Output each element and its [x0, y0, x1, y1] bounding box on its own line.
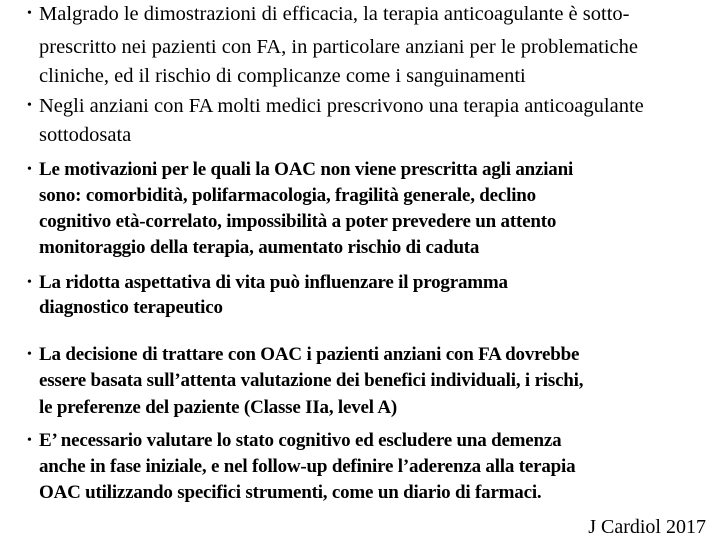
bullet-6-line-2: anche in fase iniziale, e nel follow-up definire l’aderenza alla terapia	[39, 456, 576, 477]
bullet-dot: •	[27, 275, 32, 290]
bullet-1-line-1: Malgrado le dimostrazioni di efficacia, la terapia anticoagulante è sotto-	[39, 3, 630, 25]
bullet-4-line-1: La ridotta aspettativa di vita può influenzare il programma	[39, 272, 508, 293]
bullet-6-line-3: OAC utilizzando specifici strumenti, come un diario di farmaci.	[39, 482, 542, 503]
bullet-3-line-1: Le motivazioni per le quali la OAC non viene prescritta agli anziani	[39, 159, 574, 180]
bullet-4-line-2: diagnostico terapeutico	[39, 297, 223, 318]
bullet-5-line-3: le preferenze del paziente (Classe IIa, level A)	[39, 397, 397, 418]
bullet-6-line-1: E’ necessario valutare lo stato cognitivo ed escludere una demenza	[39, 430, 562, 451]
bullet-3-line-4: monitoraggio della terapia, aumentato rischio di caduta	[39, 237, 480, 258]
bullet-dot: •	[27, 347, 32, 362]
bullet-dot: •	[27, 433, 32, 448]
citation: J Cardiol 2017	[588, 516, 706, 538]
bullet-dot: •	[27, 98, 32, 113]
bullet-1-line-2: prescritto nei pazienti con FA, in particolare anziani per le problematiche	[39, 36, 638, 58]
bullet-1-line-3: cliniche, ed il rischio di complicanze come i sanguinamenti	[39, 65, 526, 87]
bullet-3-line-3: cognitivo età-correlato, impossibilità a poter prevedere un attento	[39, 211, 557, 232]
bullet-dot: •	[27, 162, 32, 177]
bullet-3-line-2: sono: comorbidità, polifarmacologia, fragilità generale, declino	[39, 185, 536, 206]
bullet-2-line-2: sottodosata	[39, 124, 132, 146]
bullet-dot: •	[27, 6, 32, 21]
bullet-5-line-1: La decisione di trattare con OAC i pazienti anziani con FA dovrebbe	[39, 344, 580, 365]
bullet-2-line-1: Negli anziani con FA molti medici prescrivono una terapia anticoagulante	[39, 95, 644, 117]
bullet-5-line-2: essere basata sull’attenta valutazione dei benefici individuali, i rischi,	[39, 370, 584, 391]
